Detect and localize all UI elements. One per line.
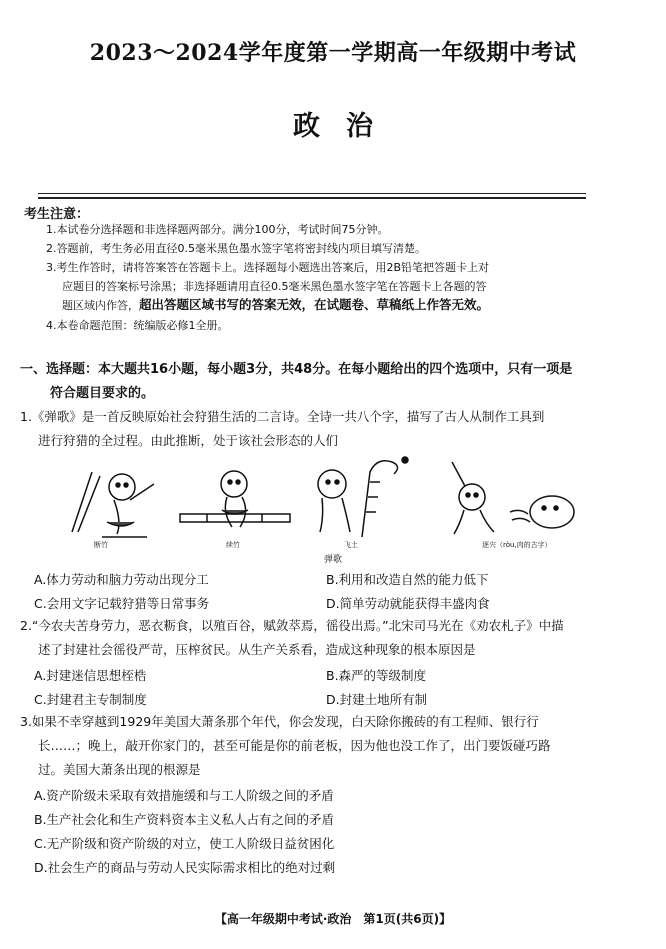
q1-option-b: B.利用和改造自然的能力低下 [326,572,489,587]
question-2-line1: 2.“今农夫苦身劳力，恶衣粝食，以殖百谷，赋敛萃焉，徭役出焉。”北宋司马光在《劝农札子》中描 [20,618,564,633]
question-3-line2: 长……；晚上，敲开你家门的，甚至可能是你的前老板，因为他也没工作了，出门要饭碰巧路 [38,738,551,753]
q3-option-b: B.生产社会化和生产资料资本主义私人占有之间的矛盾 [34,812,335,827]
question-2-line2: 述了封建社会徭役严苛，压榨贫民。从生产关系看，造成这种现象的根本原因是 [38,642,476,657]
q2-option-c: C.封建君主专制制度 [34,692,147,707]
question-2-stem [20,614,620,662]
notice-item-3-cont2 [62,297,489,313]
question-1-line1: 1.《弹歌》是一首反映原始社会狩猎生活的二言诗。全诗一共八个字，描写了古人从制作工具到 [20,409,545,424]
q1-option-d: D.简单劳动就能获得丰盛肉食 [326,596,490,611]
panel-chase-prey [452,462,574,534]
section-heading [20,358,620,406]
q3-option-a: A.资产阶级未采取有效措施缓和与工人阶级之间的矛盾 [34,788,334,803]
notice-item-3-end: 题区域内作答， [62,299,139,312]
notice-item-3-bold: 超出答题区域书写的答案无效，在试题卷、草稿纸上作答无效。 [139,297,490,312]
question-3-stem [20,710,620,782]
divider-thin [38,193,586,194]
q3-option-d: D.社会生产的商品与劳动人民实际需求相比的绝对过剩 [34,860,336,875]
exam-title: 2023～2024学年度第一学期高一年级期中考试 [89,40,577,66]
notice-title: 考生注意： [24,207,90,222]
caption-cut-bamboo: 断竹 [94,541,108,549]
q2-option-a: A.封建迷信思想桎梏 [34,668,147,683]
question-3-line1: 3.如果不幸穿越到1929年美国大萧条那个年代，你会发现，白天除你搬砖的有工程师、银行行 [20,714,539,729]
section-heading-line1: 一、选择题：本大题共16小题，每小题3分，共48分。在每小题给出的四个选项中，只有一项是 [20,362,573,377]
q1-option-a: A.体力劳动和脑力劳动出现分工 [34,572,209,587]
caption-chase-prey: 逐宍（ròu,肉的古字） [482,541,552,549]
caption-join-bamboo: 续竹 [226,541,240,549]
notice-item-2: 2.答题前，考生务必用直径0.5毫米黑色墨水签字笔将密封线内项目填写清楚。 [46,242,426,255]
panel-cut-bamboo [72,472,154,537]
subject-title: 政治 [293,111,399,142]
q2-option-d: D.封建土地所有制 [326,692,428,707]
notice-item-3: 3.考生作答时，请将答案答在答题卡上。选择题每小题选出答案后，用2B铅笔把答题卡上对 [46,261,490,274]
page-footer: 【高一年级期中考试·政治 第1页(共6页)】 [214,912,452,926]
q3-option-c: C.无产阶级和资产阶级的对立，使工人阶级日益贫困化 [34,836,335,851]
caption-fly-earth: 飞土 [344,541,358,549]
tange-illustration [62,452,602,552]
q2-option-b: B.森严的等级制度 [326,668,427,683]
cartoon-panels [62,452,602,552]
section-heading-line2: 符合题目要求的。 [50,386,155,401]
notice-item-1: 1.本试卷分选择题和非选择题两部分。满分100分，考试时间75分钟。 [46,223,389,236]
panel-fly-earth [318,457,408,537]
question-1-stem [20,405,620,453]
notice-item-4: 4.本卷命题范围：统编版必修1全册。 [46,319,229,332]
panel-join-bamboo [180,471,290,527]
q1-option-c: C.会用文字记载狩猎等日常事务 [34,596,210,611]
question-3-line3: 过。美国大萧条出现的根源是 [38,762,201,777]
notice-item-3-cont: 应题目的答案标号涂黑；非选择题请用直径0.5毫米黑色墨水签字笔在答题卡上各题的答 [62,280,487,293]
divider-thick [38,197,586,199]
figure-title: 弹歌 [323,555,342,565]
question-1-line2: 进行狩猎的全过程。由此推断，处于该社会形态的人们 [38,433,339,448]
